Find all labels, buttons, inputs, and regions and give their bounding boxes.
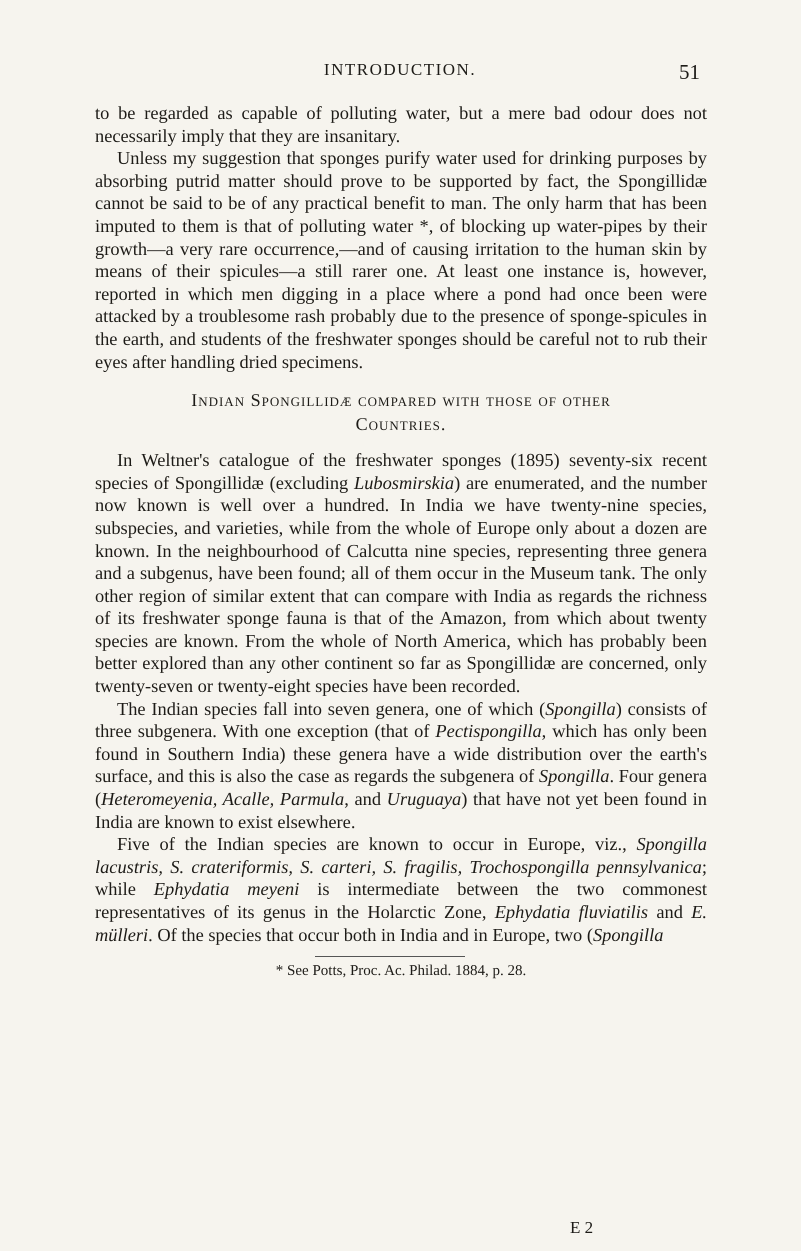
body-text (95, 102, 707, 981)
paragraph-continued: to be regarded as capable of polluting water, but a mere bad odour does not necessarily imply that they are insanitary. (95, 103, 707, 146)
text-run: Five of the Indian species are known to occur in Europe, viz., (117, 834, 637, 855)
section-heading-line-2: Countries. (355, 414, 447, 435)
paragraph-species-count (95, 449, 707, 698)
genus-name: Uruguaya (386, 789, 462, 810)
species-name: Ephydatia fluviatilis (494, 902, 649, 922)
running-head (100, 60, 700, 90)
species-name: E. mülleri (95, 902, 708, 945)
text-run: is intermediate between the two commonest representatives of its genus in the Holarctic Zone, (95, 879, 707, 922)
species-names: Spongilla lacustris, S. crateriformis, S. carteri, S. fragilis, Trochospongilla pennsylvanica (95, 834, 707, 877)
text-run: , which has only been found in Southern India) these genera have a wide distribution over the earth's surface, and this is also the case as regards the subgenera of (95, 721, 707, 787)
text-run: . Of the species that occur both in India and in Europe, two ( (148, 924, 593, 945)
section-heading (95, 388, 707, 436)
paragraph-sponge-benefit: Unless my suggestion that sponges purify water used for drinking purposes by absorbing putrid matter should prove to be supported by fact, the Spongillidæ cannot be said to be of any practical benefit to man. The only harm that has been imputed to them is that of polluting water *, of blocking up water-pipes by their growth—a very rare occurrence,—and of causing irritation to the human skin by means of their spicules—a still rarer one. At least one instance is, however, reported in which men digging in a place where a pond had once been were attacked by a troublesome rash probably due to the presence of sponge-spicules in the earth, and students of the freshwater sponges should be careful not to rub their eyes after handling dried specimens. (95, 148, 707, 372)
signature-mark: E 2 (570, 1218, 594, 1237)
genus-name: Pectispongilla (435, 721, 542, 742)
genus-name: Spongilla (592, 924, 664, 945)
paragraph-european-species (95, 833, 707, 946)
text-run: ) that have not yet been found in India are known to exist elsewhere. (95, 789, 707, 832)
species-name: Ephydatia meyeni (153, 879, 300, 900)
genus-name: Heteromeyenia, Acalle, Parmula (101, 789, 345, 810)
paragraph-genera (95, 698, 707, 834)
footnote-rule (315, 956, 465, 957)
genus-name: Lubosmirskia (353, 472, 455, 493)
text-run: , and (344, 789, 387, 810)
text-run: ; while (95, 856, 707, 900)
text-run: . Four genera ( (95, 766, 708, 810)
text-run: The Indian species fall into seven genera, one of which ( (117, 698, 546, 719)
text-run: and (648, 902, 692, 922)
footnote: * See Potts, Proc. Ac. Philad. 1884, p. 28. (275, 963, 527, 980)
genus-name: Spongilla (545, 698, 616, 719)
genus-name: Spongilla (538, 766, 610, 787)
section-heading-line-1: Indian Spongillidæ compared with those of other (191, 390, 611, 411)
text-run: In Weltner's catalogue of the freshwater sponges (1895) seventy-six recent species of Spongillidæ (excluding (95, 450, 707, 493)
running-title: INTRODUCTION. (323, 60, 477, 79)
text-run: ) are enumerated, and the number now known is well over a hundred. In India we have twenty-nine species, subspecies, and varieties, while from the whole of Europe only about a dozen are known. In the neighbourhood of Calcutta nine species, representing three genera and a subgenus, have been found; all of them occur in the Museum tank. The only other region of similar extent that can compare with India as regards the richness of its freshwater sponge fauna is that of the Amazon, from which about twenty species are known. From the whole of North America, which has probably been better explored than any other continent so far as Spongillidæ are concerned, only twenty-seven or twenty-eight species have been recorded. (95, 472, 707, 697)
page-number: 51 (679, 60, 700, 84)
text-run: ) consists of three subgenera. With one exception (that of (95, 698, 708, 742)
